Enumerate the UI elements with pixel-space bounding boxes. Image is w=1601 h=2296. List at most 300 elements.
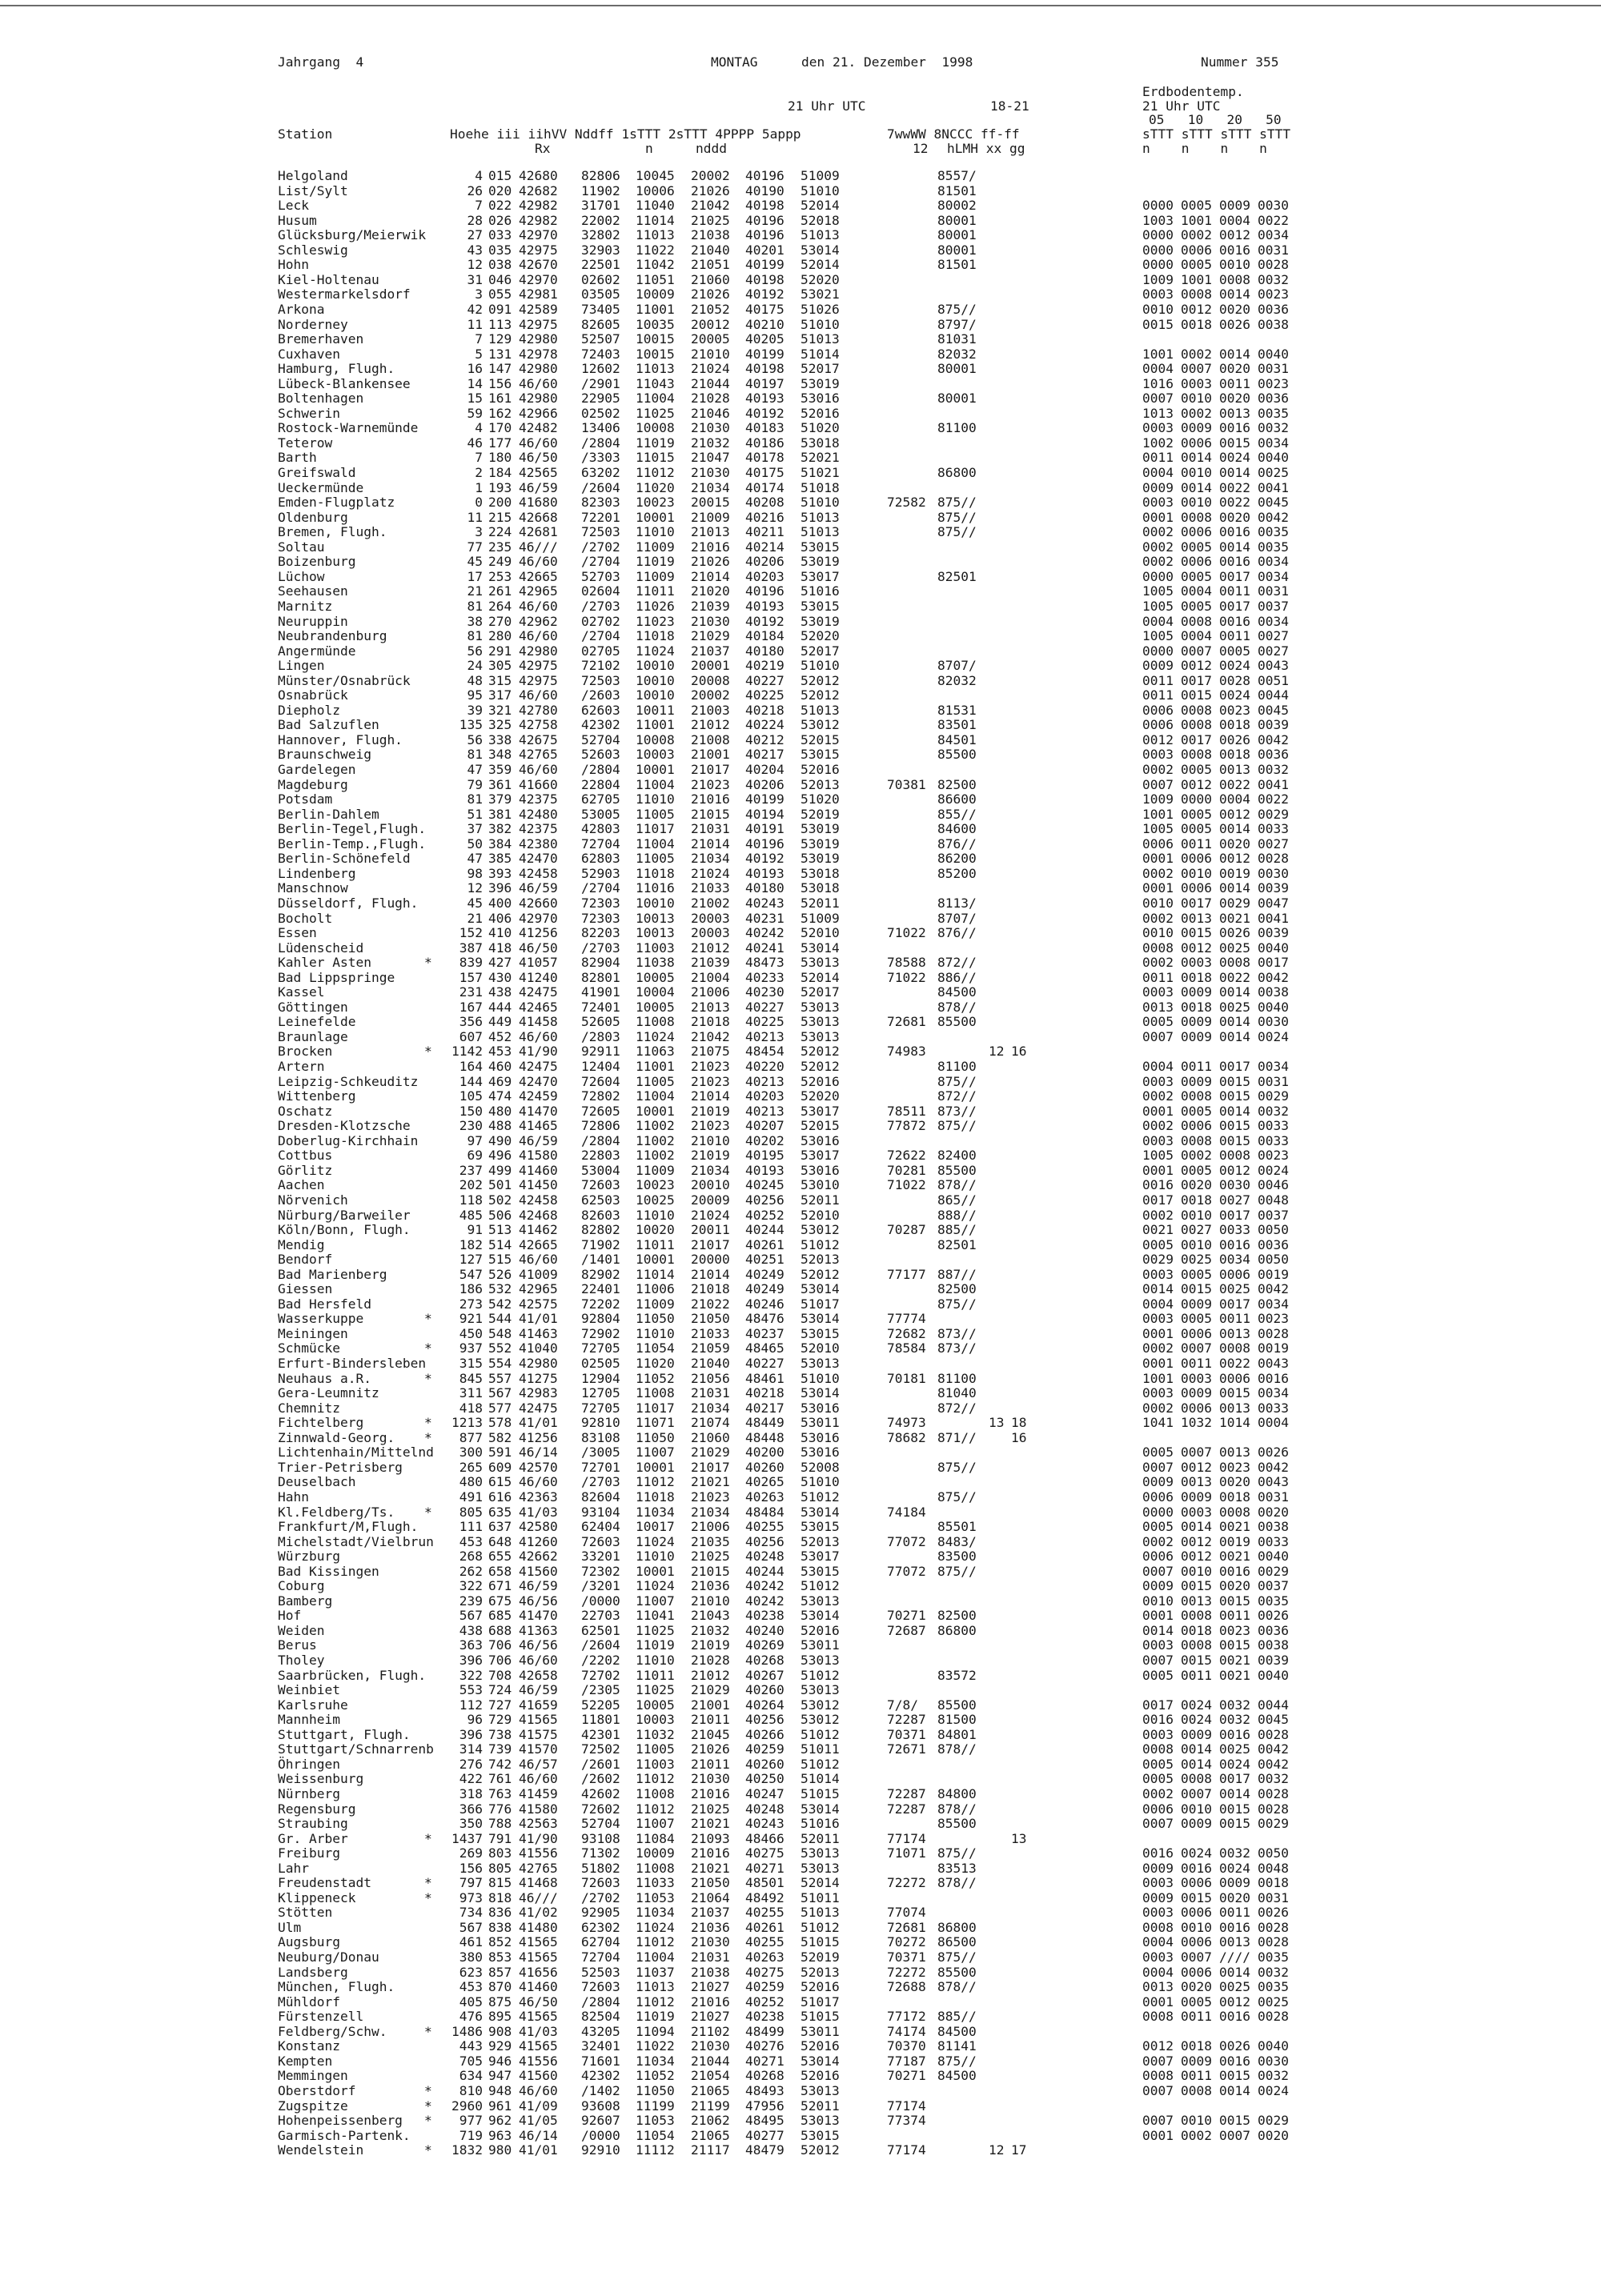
iihvv-cell: 46/60 [519,1771,558,1787]
cloud-cell: 82500 [937,1608,977,1624]
station-name: Nürburg/Barweiler [278,1207,411,1223]
soil-sub-header: n n n n [1142,141,1267,156]
station-name: Husum [278,212,317,228]
iii-cell: 761 [488,1771,512,1787]
soil-10cm-cell: 0014 [1181,1741,1212,1757]
tmin-cell: 21023 [691,1118,730,1134]
issue-number: Nummer 355 [1201,54,1279,70]
height-cell: 95 [467,687,483,703]
tmax-cell: 10004 [636,984,675,1000]
soil-5cm-cell: 0007 [1142,1653,1174,1668]
soil-50cm-cell: 0039 [1258,925,1289,941]
soil-10cm-cell: 0008 [1181,1608,1212,1624]
station-name: Artern [278,1059,325,1074]
tmax-cell: 11053 [636,1889,675,1905]
soil-20cm-cell: 0014 [1219,1785,1250,1801]
soil-5cm-cell: 0012 [1142,731,1174,747]
tmin-cell: 21026 [691,1741,730,1757]
tmax-cell: 10011 [636,702,675,718]
tendency-cell: 53013 [800,1682,840,1698]
iii-cell: 961 [488,2098,512,2114]
soil-5cm-cell: 0009 [1142,479,1174,495]
station-name: Braunschweig [278,747,371,763]
pressure-cell: 40238 [745,1608,784,1624]
soil-5cm-cell: 1013 [1142,405,1174,421]
table-row [0,1282,1361,1297]
soil-5cm-cell: 0001 [1142,1993,1174,2010]
scan-border-line [0,5,1601,6]
cloud-cell: 8797/ [937,316,977,332]
pressure-cell: 40212 [745,731,784,747]
tendency-cell: 52011 [800,895,840,911]
station-name: Berlin-Dahlem [278,806,379,822]
cloud-cell: 82400 [937,1148,977,1164]
soil-50cm-cell: 0042 [1258,1459,1289,1475]
soil-5cm-cell: 0009 [1142,658,1174,674]
tendency-cell: 53019 [800,851,840,867]
soil-10cm-cell: 0013 [1181,1593,1212,1609]
station-name: Trier-Petrisberg [278,1459,403,1475]
soil-20cm-cell: 0011 [1219,1311,1250,1327]
table-row [0,2114,1361,2129]
soil-10cm-cell: 0012 [1181,1549,1212,1565]
tendency-cell: 52018 [800,212,840,228]
iihvv-cell: 46/59 [519,1682,558,1698]
soil-20cm-cell: 0012 [1219,1993,1250,2010]
iihvv-cell: 41/01 [519,1311,558,1327]
iii-cell: 515 [488,1252,512,1268]
iii-cell: 384 [488,835,512,851]
tmax-cell: 11043 [636,375,675,391]
nddff-cell: 72303 [581,910,620,926]
iihvv-cell: 42983 [519,1385,558,1401]
tendency-cell: 53017 [800,1148,840,1164]
station-name: Tholey [278,1653,325,1668]
station-name: Gera-Leumnitz [278,1385,379,1401]
soil-5cm-cell: 0000 [1142,1504,1174,1520]
tmax-cell: 11032 [636,1726,675,1742]
nddff-cell: 22002 [581,212,620,228]
station-name: Stuttgart, Flugh. [278,1726,411,1742]
height-cell: 97 [467,1132,483,1148]
soil-50cm-cell: 0034 [1258,435,1289,451]
soil-20cm-cell: 0008 [1219,1504,1250,1520]
soil-20cm-cell: 0022 [1219,776,1250,792]
soil-50cm-cell: 0036 [1258,1622,1289,1638]
pressure-cell: 40233 [745,969,784,985]
soil-20cm-cell: 0026 [1219,316,1250,332]
table-row [0,1223,1361,1238]
iihvv-cell: 41462 [519,1222,558,1238]
weather-cell: 72272 [887,1964,926,1980]
height-cell: 405 [459,1993,483,2010]
height-cell: 27 [467,227,483,243]
height-cell: 81 [467,791,483,807]
tendency-cell: 52015 [800,731,840,747]
height-cell: 485 [459,1207,483,1223]
height-cell: 314 [459,1741,483,1757]
pressure-cell: 40225 [745,1014,784,1030]
height-cell: 0 [475,495,483,511]
table-row [0,228,1361,243]
tmax-cell: 11040 [636,198,675,214]
soil-10cm-cell: 0003 [1181,375,1212,391]
tmin-cell: 21027 [691,1979,730,1995]
soil-50cm-cell: 0042 [1258,1756,1289,1772]
iii-cell: 557 [488,1370,512,1386]
soil-10cm-cell: 0017 [1181,895,1212,911]
pressure-cell: 48492 [745,1889,784,1905]
soil-20cm-cell: 0020 [1219,301,1250,317]
soil-20cm-cell: 0014 [1219,1014,1250,1030]
soil-5cm-cell: 0001 [1142,880,1174,896]
soil-10cm-cell: 0011 [1181,1356,1212,1371]
table-row [0,1921,1361,1936]
soil-20cm-cell: 0014 [1219,880,1250,896]
tmin-cell: 21014 [691,1088,730,1104]
table-row [0,971,1361,986]
iihvv-cell: 42970 [519,271,558,287]
iii-cell: 815 [488,1875,512,1891]
pressure-cell: 40193 [745,391,784,407]
soil-50cm-cell: 0036 [1258,301,1289,317]
tmax-cell: 11112 [636,2142,675,2158]
soil-20cm-cell: 0026 [1219,731,1250,747]
pressure-cell: 40216 [745,509,784,525]
station-name: Feldberg/Schw. [278,2023,387,2039]
tmax-cell: 10023 [636,495,675,511]
gust-to-cell: 18 [1011,1415,1027,1431]
mountain-marker: * [424,1415,432,1431]
soil-20cm-cell: 0017 [1219,598,1250,614]
soil-5cm-cell: 0003 [1142,1905,1174,1921]
pressure-cell: 40192 [745,851,784,867]
nddff-cell: 62302 [581,1919,620,1935]
station-name: Deuselbach [278,1474,356,1490]
nddff-cell: /2704 [581,880,620,896]
height-cell: 366 [459,1801,483,1817]
nddff-cell: 82802 [581,1222,620,1238]
soil-10cm-cell: 0009 [1181,1816,1212,1832]
soil-5cm-cell: 0008 [1142,2009,1174,2025]
cloud-cell: 82501 [937,1236,977,1252]
soil-5cm-cell: 0009 [1142,1889,1174,1905]
tendency-cell: 53019 [800,554,840,570]
soil-20cm-cell: 0018 [1219,747,1250,763]
iii-cell: 162 [488,405,512,421]
table-row [0,540,1361,555]
nddff-cell: 63202 [581,465,620,480]
table-row [0,599,1361,615]
pressure-cell: 40275 [745,1964,784,1980]
iii-cell: 430 [488,969,512,985]
soil-10cm-cell: 0024 [1181,1712,1212,1728]
height-cell: 491 [459,1489,483,1505]
height-cell: 315 [459,1356,483,1371]
tmax-cell: 11010 [636,791,675,807]
soil-10cm-cell: 0010 [1181,391,1212,407]
tmin-cell: 21003 [691,702,730,718]
tendency-cell: 53013 [800,1593,840,1609]
pressure-cell: 40276 [745,2038,784,2054]
soil-20cm-cell: 0015 [1219,2113,1250,2129]
soil-50cm-cell: 0018 [1258,1875,1289,1891]
tmax-cell: 11010 [636,524,675,540]
soil-10cm-cell: 0008 [1181,286,1212,303]
soil-50cm-cell: 0047 [1258,895,1289,911]
tendency-cell: 52013 [800,1533,840,1549]
soil-10cm-cell: 0009 [1181,1296,1212,1312]
tendency-cell: 53018 [800,435,840,451]
tmax-cell: 11013 [636,361,675,377]
soil-20cm-cell: 0005 [1219,643,1250,659]
pressure-cell: 40246 [745,1296,784,1312]
table-row [0,837,1361,852]
nddff-cell: /2704 [581,628,620,644]
height-cell: 96 [467,1712,483,1728]
soil-10cm-cell: 0010 [1181,465,1212,480]
iii-cell: 805 [488,1860,512,1876]
table-row [0,1341,1361,1356]
tmax-cell: 11011 [636,1667,675,1683]
iii-cell: 929 [488,2038,512,2054]
pressure-cell: 48484 [745,1504,784,1520]
height-cell: 156 [459,1860,483,1876]
weather-cell: 77872 [887,1118,926,1134]
pressure-cell: 40175 [745,301,784,317]
iii-cell: 908 [488,2023,512,2039]
tmin-cell: 21034 [691,479,730,495]
tendency-cell: 52013 [800,776,840,792]
table-row [0,1713,1361,1728]
time-18-21: 18-21 [990,98,1029,114]
iii-cell: 685 [488,1608,512,1624]
tmin-cell: 21008 [691,731,730,747]
tmin-cell: 21011 [691,1712,730,1728]
height-cell: 3 [475,286,483,303]
cloud-cell: 8557/ [937,168,977,183]
soil-5cm-cell: 0002 [1142,955,1174,971]
tendency-cell: 53016 [800,1132,840,1148]
station-name: Regensburg [278,1801,356,1817]
iii-cell: 427 [488,955,512,971]
tendency-cell: 51012 [800,1236,840,1252]
height-cell: 438 [459,1622,483,1638]
soil-10cm-cell: 0009 [1181,1385,1212,1401]
iii-cell: 567 [488,1385,512,1401]
station-name: Berlin-Schönefeld [278,851,411,867]
soil-10cm-cell: 0015 [1181,925,1212,941]
soil-5cm-cell: 0007 [1142,1028,1174,1044]
iii-cell: 264 [488,598,512,614]
soil-50cm-cell: 0040 [1258,1549,1289,1565]
tendency-cell: 52015 [800,1118,840,1134]
tmin-cell: 21029 [691,628,730,644]
soil-10cm-cell: 0007 [1181,643,1212,659]
pressure-cell: 40256 [745,1533,784,1549]
station-name: Bamberg [278,1593,333,1609]
nddff-cell: 02705 [581,643,620,659]
soil-50cm-cell: 0035 [1258,1949,1289,1965]
tendency-cell: 51017 [800,1296,840,1312]
tmax-cell: 11016 [636,880,675,896]
tmin-cell: 20002 [691,687,730,703]
height-cell: 797 [459,1875,483,1891]
table-row [0,659,1361,674]
iihvv-cell: 41556 [519,2053,558,2069]
pressure-cell: 40198 [745,271,784,287]
soil-50cm-cell: 0035 [1258,524,1289,540]
soil-50cm-cell: 0042 [1258,1281,1289,1297]
tmax-cell: 11010 [636,1549,675,1565]
tmax-cell: 10045 [636,168,675,183]
height-cell: 567 [459,1608,483,1624]
height-cell: 623 [459,1964,483,1980]
soil-50cm-cell: 0048 [1258,1860,1289,1876]
tendency-cell: 51012 [800,1489,840,1505]
mountain-marker: * [424,2113,432,2129]
iihvv-cell: 46/59 [519,479,558,495]
iihvv-cell: 41260 [519,1533,558,1549]
soil-10cm-cell: 0011 [1181,1059,1212,1074]
tmin-cell: 21016 [691,791,730,807]
height-cell: 112 [459,1697,483,1713]
cloud-cell: 872// [937,1400,977,1416]
nddff-cell: 12904 [581,1370,620,1386]
tmax-cell: 11050 [636,2082,675,2098]
table-row [0,1624,1361,1639]
soil-5cm-cell: 0001 [1142,1162,1174,1178]
soil-20cm-cell: 0032 [1219,1845,1250,1861]
tmax-cell: 11024 [636,1533,675,1549]
soil-5cm-cell: 0002 [1142,865,1174,881]
tmax-cell: 11015 [636,450,675,466]
gust-from-cell: 12 [989,2142,1005,2158]
height-cell: 7 [475,198,483,214]
height-cell: 553 [459,1682,483,1698]
tmin-cell: 21030 [691,613,730,629]
tmax-cell: 11023 [636,613,675,629]
iihvv-cell: 42758 [519,717,558,733]
soil-5cm-cell: 0016 [1142,1712,1174,1728]
mountain-marker: * [424,2098,432,2114]
mountain-marker: * [424,1370,432,1386]
tmax-cell: 10003 [636,1712,675,1728]
height-cell: 453 [459,1533,483,1549]
iii-cell: 381 [488,806,512,822]
pressure-cell: 48465 [745,1340,784,1356]
tmin-cell: 21050 [691,1311,730,1327]
iii-cell: 513 [488,1222,512,1238]
height-cell: 262 [459,1563,483,1579]
iii-cell: 708 [488,1667,512,1683]
table-row [0,1594,1361,1609]
cloud-cell: 875// [937,1459,977,1475]
soil-50cm-cell: 0031 [1258,1489,1289,1505]
iihvv-cell: 41/90 [519,1044,558,1060]
tendency-cell: 52017 [800,984,840,1000]
soil-20cm-cell: 1014 [1219,1415,1250,1431]
station-name: Bad Hersfeld [278,1296,371,1312]
table-row [0,584,1361,599]
soil-20cm-cell: 0013 [1219,405,1250,421]
soil-10cm-cell: 0007 [1181,361,1212,377]
tmax-cell: 11037 [636,1964,675,1980]
tendency-cell: 52012 [800,1059,840,1074]
height-cell: 144 [459,1073,483,1089]
table-row [0,1638,1361,1653]
weather-cell: 77177 [887,1266,926,1282]
soil-50cm-cell: 0051 [1258,672,1289,688]
tmin-cell: 21010 [691,1132,730,1148]
tendency-cell: 52012 [800,672,840,688]
cloud-cell: 875// [937,1296,977,1312]
pressure-cell: 40249 [745,1266,784,1282]
iii-cell: 532 [488,1281,512,1297]
nddff-cell: 72604 [581,1073,620,1089]
iihvv-cell: 42380 [519,835,558,851]
iihvv-cell: 41580 [519,1148,558,1164]
tmax-cell: 11005 [636,851,675,867]
tmin-cell: 20003 [691,925,730,941]
pressure-cell: 40203 [745,568,784,584]
iii-cell: 393 [488,865,512,881]
table-row [0,1609,1361,1624]
cloud-cell: 876// [937,835,977,851]
iihvv-cell: 46/// [519,1889,558,1905]
table-row [0,214,1361,229]
soil-50cm-cell: 0028 [1258,257,1289,273]
gust-from-cell: 13 [989,1415,1005,1431]
cloud-cell: 8707/ [937,658,977,674]
tendency-cell: 52014 [800,257,840,273]
iihvv-cell: 46/59 [519,1578,558,1594]
height-cell: 396 [459,1653,483,1668]
nddff-cell: 02502 [581,405,620,421]
station-name: Berus [278,1637,317,1653]
iihvv-cell: 42966 [519,405,558,421]
mountain-marker: * [424,1429,432,1445]
nddff-cell: 52605 [581,1014,620,1030]
iihvv-cell: 42668 [519,509,558,525]
pressure-cell: 40196 [745,212,784,228]
soil-50cm-cell: 0032 [1258,420,1289,436]
cloud-cell: 875// [937,2053,977,2069]
tendency-cell: 51012 [800,1919,840,1935]
tmin-cell: 21052 [691,301,730,317]
nddff-cell: 52704 [581,731,620,747]
station-name: Lichtenhain/Mittelnd [278,1445,434,1461]
height-cell: 805 [459,1504,483,1520]
cloud-cell: 81040 [937,1385,977,1401]
tmax-cell: 11005 [636,806,675,822]
soil-20cm-cell: 0023 [1219,1622,1250,1638]
soil-20cm-cell: 0008 [1219,1340,1250,1356]
iihvv-cell: 46/60 [519,687,558,703]
iii-cell: 361 [488,776,512,792]
iihvv-cell: 41/90 [519,1830,558,1846]
nddff-cell: /2601 [581,1756,620,1772]
table-row [0,555,1361,570]
height-cell: 56 [467,731,483,747]
iihvv-cell: 46/60 [519,2082,558,2098]
soil-10cm-cell: 1032 [1181,1415,1212,1431]
pressure-cell: 40205 [745,331,784,347]
soil-5cm-cell: 0003 [1142,1726,1174,1742]
height-cell: 480 [459,1474,483,1490]
height-cell: 26 [467,182,483,198]
soil-20cm-cell: 0015 [1219,1385,1250,1401]
